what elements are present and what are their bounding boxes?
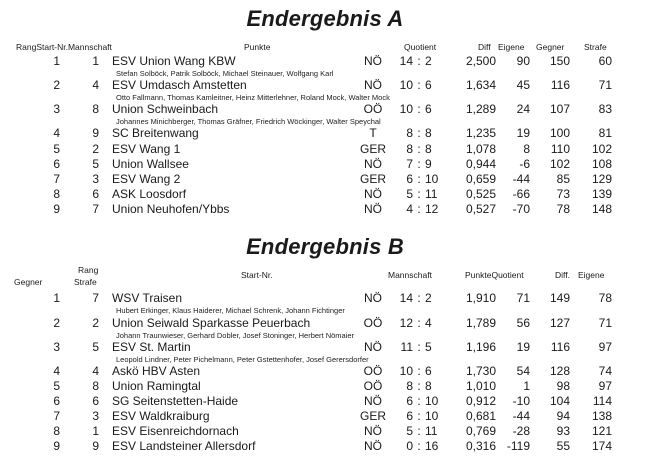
cell-points-lost: 10 bbox=[425, 394, 439, 408]
cell-gegner: 81 bbox=[598, 126, 612, 140]
team-members: Otto Fallmann, Thomas Kamleitner, Heinz Mitterlehner, Roland Mock, Walter Mock bbox=[116, 93, 390, 102]
cell-gegner: 114 bbox=[592, 394, 612, 408]
cell-points-sep: : bbox=[417, 187, 421, 201]
cell-points-lost: 2 bbox=[425, 54, 432, 68]
cell-diff: -66 bbox=[512, 187, 530, 201]
header-strafe: Strafe bbox=[584, 42, 607, 52]
cell-points-won: 0 bbox=[406, 439, 413, 453]
cell-points-lost: 8 bbox=[425, 142, 432, 156]
table-row bbox=[0, 172, 650, 188]
cell-points-sep: : bbox=[417, 202, 421, 216]
cell-eigene: 85 bbox=[556, 172, 570, 186]
cell-points-won: 10 bbox=[399, 364, 413, 378]
cell-points-won: 12 bbox=[399, 316, 413, 330]
cell-points-won: 5 bbox=[406, 187, 413, 201]
cell-points-lost: 8 bbox=[425, 379, 432, 393]
cell-diff: 8 bbox=[523, 142, 530, 156]
table-row bbox=[0, 126, 650, 142]
cell-gegner: 102 bbox=[591, 142, 612, 156]
cell-eigene: 127 bbox=[549, 316, 570, 330]
cell-eigene: 150 bbox=[549, 54, 570, 68]
cell-points-sep: : bbox=[417, 291, 421, 305]
table-row bbox=[0, 379, 650, 395]
cell-team: ESV Wang 1 bbox=[112, 142, 181, 156]
header-rang: Rang bbox=[78, 265, 99, 275]
cell-team: ESV St. Martin bbox=[112, 340, 191, 354]
cell-region: OÖ bbox=[363, 364, 383, 378]
cell-quotient: 1,010 bbox=[465, 379, 496, 393]
cell-start-nr: 6 bbox=[92, 187, 99, 201]
cell-quotient: 0,316 bbox=[465, 439, 496, 453]
team-members: Stefan Solböck, Patrik Solböck, Michael Steinauer, Wolfgang Karl bbox=[116, 69, 334, 78]
cell-eigene: 116 bbox=[550, 340, 570, 354]
cell-gegner: 97 bbox=[598, 379, 612, 393]
cell-quotient: 0,769 bbox=[465, 424, 496, 438]
cell-start-nr: 2 bbox=[92, 316, 99, 330]
cell-eigene: 93 bbox=[556, 424, 570, 438]
cell-diff: -44 bbox=[512, 409, 530, 423]
table-row bbox=[0, 439, 650, 455]
header-start-nr: Start-Nr. bbox=[241, 270, 273, 280]
table-row bbox=[0, 78, 650, 94]
cell-quotient: 1,078 bbox=[465, 142, 496, 156]
cell-points-sep: : bbox=[417, 340, 421, 354]
cell-quotient: 1,789 bbox=[465, 316, 496, 330]
cell-region: T bbox=[369, 126, 377, 140]
header-rang-start-mannschaft: RangStart-Nr.Mannschaft bbox=[16, 42, 112, 52]
cell-quotient: 1,289 bbox=[465, 102, 496, 116]
cell-points-sep: : bbox=[417, 424, 421, 438]
cell-rang: 1 bbox=[53, 291, 60, 305]
cell-start-nr: 4 bbox=[92, 364, 99, 378]
cell-region: GER bbox=[359, 409, 386, 423]
cell-diff: -10 bbox=[512, 394, 530, 408]
cell-gegner: 60 bbox=[598, 54, 612, 68]
table-row bbox=[0, 316, 650, 332]
cell-team: ESV Umdasch Amstetten bbox=[112, 78, 247, 92]
cell-gegner: 139 bbox=[591, 187, 612, 201]
cell-region: NÖ bbox=[364, 78, 382, 92]
cell-diff: 19 bbox=[516, 126, 530, 140]
cell-points-won: 11 bbox=[400, 340, 413, 354]
header-diff-b: Diff. bbox=[555, 270, 570, 280]
cell-gegner: 174 bbox=[591, 439, 612, 453]
table-row bbox=[0, 424, 650, 440]
cell-diff: -44 bbox=[512, 172, 530, 186]
cell-gegner: 108 bbox=[591, 157, 612, 171]
title-endergebnis-b: Endergebnis B bbox=[246, 234, 404, 259]
cell-team: Union Wallsee bbox=[112, 157, 189, 171]
cell-points-sep: : bbox=[417, 409, 421, 423]
cell-region: NÖ bbox=[364, 157, 382, 171]
cell-points-sep: : bbox=[417, 379, 421, 393]
cell-points-lost: 10 bbox=[425, 409, 439, 423]
cell-quotient: 1,235 bbox=[465, 126, 496, 140]
cell-region: NÖ bbox=[364, 439, 382, 453]
cell-points-won: 14 bbox=[399, 291, 413, 305]
cell-rang: 3 bbox=[53, 102, 60, 116]
cell-quotient: 0,944 bbox=[465, 157, 496, 171]
cell-points-won: 6 bbox=[406, 409, 413, 423]
cell-diff: 54 bbox=[516, 364, 530, 378]
cell-gegner: 148 bbox=[591, 202, 612, 216]
cell-points-won: 10 bbox=[399, 102, 413, 116]
cell-points-sep: : bbox=[417, 157, 421, 171]
cell-region: NÖ bbox=[364, 340, 382, 354]
cell-points-lost: 5 bbox=[425, 340, 432, 354]
table-row bbox=[0, 409, 650, 425]
cell-rang: 5 bbox=[53, 142, 60, 156]
cell-points-won: 8 bbox=[406, 126, 413, 140]
cell-points-sep: : bbox=[417, 142, 421, 156]
cell-region: GER bbox=[359, 142, 386, 156]
cell-diff: -28 bbox=[512, 424, 530, 438]
cell-eigene: 104 bbox=[549, 394, 570, 408]
cell-team: Union Ramingtal bbox=[112, 379, 201, 393]
cell-points-sep: : bbox=[417, 54, 421, 68]
header-gegner-b: Gegner bbox=[14, 277, 43, 287]
cell-rang: 5 bbox=[53, 379, 60, 393]
cell-diff: -6 bbox=[519, 157, 530, 171]
table-row bbox=[0, 157, 650, 173]
cell-region: NÖ bbox=[364, 291, 382, 305]
cell-eigene: 116 bbox=[550, 78, 570, 92]
cell-start-nr: 1 bbox=[92, 54, 99, 68]
cell-quotient: 1,196 bbox=[465, 340, 496, 354]
table-row bbox=[0, 364, 650, 380]
cell-diff: -119 bbox=[506, 439, 530, 453]
cell-points-lost: 11 bbox=[425, 187, 438, 201]
table-row bbox=[0, 142, 650, 158]
cell-rang: 8 bbox=[53, 424, 60, 438]
cell-start-nr: 2 bbox=[92, 142, 99, 156]
header-diff: Diff bbox=[478, 42, 491, 52]
cell-diff: 56 bbox=[516, 316, 530, 330]
cell-points-lost: 16 bbox=[425, 439, 439, 453]
cell-points-lost: 11 bbox=[425, 424, 438, 438]
header-eigene: Eigene bbox=[498, 42, 525, 52]
header-punkte: Punkte bbox=[244, 42, 271, 52]
cell-start-nr: 9 bbox=[92, 439, 99, 453]
table-row bbox=[0, 340, 650, 356]
cell-eigene: 100 bbox=[549, 126, 570, 140]
cell-start-nr: 7 bbox=[92, 291, 99, 305]
cell-team: ESV Landsteiner Allersdorf bbox=[112, 439, 256, 453]
cell-points-lost: 6 bbox=[425, 102, 432, 116]
cell-rang: 8 bbox=[53, 187, 60, 201]
cell-region: OÖ bbox=[363, 102, 383, 116]
cell-eigene: 94 bbox=[556, 409, 570, 423]
cell-rang: 4 bbox=[53, 364, 60, 378]
cell-eigene: 102 bbox=[549, 157, 570, 171]
cell-team: WSV Traisen bbox=[112, 291, 183, 305]
cell-quotient: 0,681 bbox=[465, 409, 496, 423]
cell-team: ESV Waldkraiburg bbox=[112, 409, 210, 423]
cell-eigene: 128 bbox=[549, 364, 570, 378]
cell-gegner: 74 bbox=[598, 364, 612, 378]
cell-quotient: 1,730 bbox=[465, 364, 496, 378]
cell-quotient: 2,500 bbox=[465, 54, 496, 68]
cell-gegner: 129 bbox=[591, 172, 612, 186]
cell-rang: 3 bbox=[53, 340, 60, 354]
cell-start-nr: 1 bbox=[92, 424, 99, 438]
team-members: Johannes Minichberger, Thomas Gräfner, Friedrich Wöckinger, Walter Speychal bbox=[116, 117, 381, 126]
cell-start-nr: 3 bbox=[92, 409, 99, 423]
cell-team: ESV Eisenreichdornach bbox=[112, 424, 239, 438]
cell-quotient: 0,659 bbox=[465, 172, 496, 186]
cell-points-lost: 6 bbox=[425, 364, 432, 378]
cell-points-lost: 12 bbox=[425, 202, 439, 216]
cell-points-lost: 9 bbox=[425, 157, 432, 171]
header-gegner: Gegner bbox=[536, 42, 565, 52]
cell-region: GER bbox=[359, 172, 386, 186]
cell-team: ESV Union Wang KBW bbox=[112, 54, 236, 68]
cell-points-won: 6 bbox=[406, 394, 413, 408]
cell-rang: 6 bbox=[53, 394, 60, 408]
cell-gegner: 121 bbox=[591, 424, 612, 438]
cell-points-won: 7 bbox=[406, 157, 413, 171]
cell-rang: 9 bbox=[53, 439, 60, 453]
cell-region: NÖ bbox=[364, 394, 382, 408]
cell-team: Union Neuhofen/Ybbs bbox=[112, 202, 230, 216]
cell-region: OÖ bbox=[363, 316, 383, 330]
cell-eigene: 73 bbox=[556, 187, 570, 201]
cell-start-nr: 5 bbox=[92, 157, 99, 171]
cell-diff: -70 bbox=[512, 202, 530, 216]
cell-points-won: 8 bbox=[406, 379, 413, 393]
table-row bbox=[0, 291, 650, 307]
cell-start-nr: 4 bbox=[92, 78, 99, 92]
cell-diff: 90 bbox=[516, 54, 530, 68]
cell-points-sep: : bbox=[417, 78, 421, 92]
cell-rang: 4 bbox=[53, 126, 60, 140]
cell-points-lost: 6 bbox=[425, 78, 432, 92]
cell-points-won: 4 bbox=[406, 202, 413, 216]
cell-team: SG Seitenstetten-Haide bbox=[112, 394, 239, 408]
cell-points-won: 8 bbox=[406, 142, 413, 156]
cell-points-lost: 4 bbox=[425, 316, 432, 330]
cell-start-nr: 8 bbox=[92, 102, 99, 116]
cell-rang: 1 bbox=[53, 54, 60, 68]
cell-diff: 1 bbox=[523, 379, 530, 393]
cell-region: NÖ bbox=[364, 54, 382, 68]
cell-eigene: 55 bbox=[556, 439, 570, 453]
cell-gegner: 71 bbox=[598, 78, 612, 92]
cell-points-won: 6 bbox=[406, 172, 413, 186]
cell-start-nr: 3 bbox=[92, 172, 99, 186]
cell-quotient: 0,527 bbox=[465, 202, 496, 216]
header-punkte-quotient: PunkteQuotient bbox=[465, 270, 524, 280]
header-quotient: Quotient bbox=[404, 42, 437, 52]
header-strafe-b: Strafe bbox=[74, 277, 97, 287]
cell-gegner: 83 bbox=[598, 102, 612, 116]
cell-quotient: 0,912 bbox=[465, 394, 496, 408]
cell-start-nr: 6 bbox=[92, 394, 99, 408]
table-row bbox=[0, 102, 650, 118]
cell-diff: 45 bbox=[516, 78, 530, 92]
cell-points-lost: 10 bbox=[425, 172, 439, 186]
cell-rang: 2 bbox=[53, 78, 60, 92]
cell-points-won: 14 bbox=[399, 54, 413, 68]
cell-points-won: 5 bbox=[406, 424, 413, 438]
table-row bbox=[0, 54, 650, 70]
cell-points-lost: 8 bbox=[425, 126, 432, 140]
cell-eigene: 78 bbox=[556, 202, 570, 216]
cell-start-nr: 5 bbox=[92, 340, 99, 354]
cell-points-sep: : bbox=[417, 172, 421, 186]
cell-quotient: 1,910 bbox=[465, 291, 496, 305]
cell-points-sep: : bbox=[417, 364, 421, 378]
cell-team: Union Schweinbach bbox=[112, 102, 219, 116]
cell-points-sep: : bbox=[417, 126, 421, 140]
cell-region: NÖ bbox=[364, 424, 382, 438]
cell-eigene: 98 bbox=[556, 379, 570, 393]
cell-quotient: 0,525 bbox=[465, 187, 496, 201]
cell-points-sep: : bbox=[417, 102, 421, 116]
cell-rang: 6 bbox=[53, 157, 60, 171]
cell-eigene: 149 bbox=[549, 291, 570, 305]
cell-diff: 24 bbox=[516, 102, 530, 116]
team-members: Hubert Erkinger, Klaus Haiderer, Michael Schrenk, Johann Fichtinger bbox=[116, 306, 345, 315]
cell-team: Union Seiwald Sparkasse Peuerbach bbox=[112, 316, 311, 330]
header-mannschaft: Mannschaft bbox=[388, 270, 432, 280]
cell-rang: 9 bbox=[53, 202, 60, 216]
cell-team: ASK Loosdorf bbox=[112, 187, 187, 201]
table-row bbox=[0, 202, 650, 218]
team-members: Johann Traunwieser, Gerhard Dobler, Josef Stoninger, Herbert Nömaier bbox=[116, 331, 355, 340]
cell-team: Askö HBV Asten bbox=[112, 364, 201, 378]
cell-start-nr: 7 bbox=[92, 202, 99, 216]
cell-gegner: 97 bbox=[598, 340, 612, 354]
cell-gegner: 71 bbox=[598, 316, 612, 330]
cell-region: NÖ bbox=[364, 202, 382, 216]
cell-rang: 7 bbox=[53, 409, 60, 423]
cell-gegner: 78 bbox=[598, 291, 612, 305]
cell-points-sep: : bbox=[417, 394, 421, 408]
cell-points-lost: 2 bbox=[425, 291, 432, 305]
cell-team: SC Breitenwang bbox=[112, 126, 199, 140]
table-row bbox=[0, 394, 650, 410]
cell-points-won: 10 bbox=[399, 78, 413, 92]
team-members: Leopold Lindner, Peter Pichelmann, Peter Gstettenhofer, Josef Gerersdorfer bbox=[116, 355, 369, 364]
cell-rang: 7 bbox=[53, 172, 60, 186]
cell-eigene: 107 bbox=[549, 102, 570, 116]
table-row bbox=[0, 187, 650, 203]
cell-points-sep: : bbox=[417, 316, 421, 330]
cell-team: ESV Wang 2 bbox=[112, 172, 181, 186]
cell-quotient: 1,634 bbox=[465, 78, 496, 92]
title-endergebnis-a: Endergebnis A bbox=[246, 6, 404, 31]
cell-region: NÖ bbox=[364, 187, 382, 201]
cell-start-nr: 9 bbox=[92, 126, 99, 140]
cell-gegner: 138 bbox=[591, 409, 612, 423]
header-eigene-b: Eigene bbox=[578, 270, 605, 280]
cell-eigene: 110 bbox=[550, 142, 570, 156]
cell-region: OÖ bbox=[363, 379, 383, 393]
cell-start-nr: 8 bbox=[92, 379, 99, 393]
cell-diff: 19 bbox=[516, 340, 530, 354]
cell-rang: 2 bbox=[53, 316, 60, 330]
cell-diff: 71 bbox=[516, 291, 530, 305]
cell-points-sep: : bbox=[417, 439, 421, 453]
